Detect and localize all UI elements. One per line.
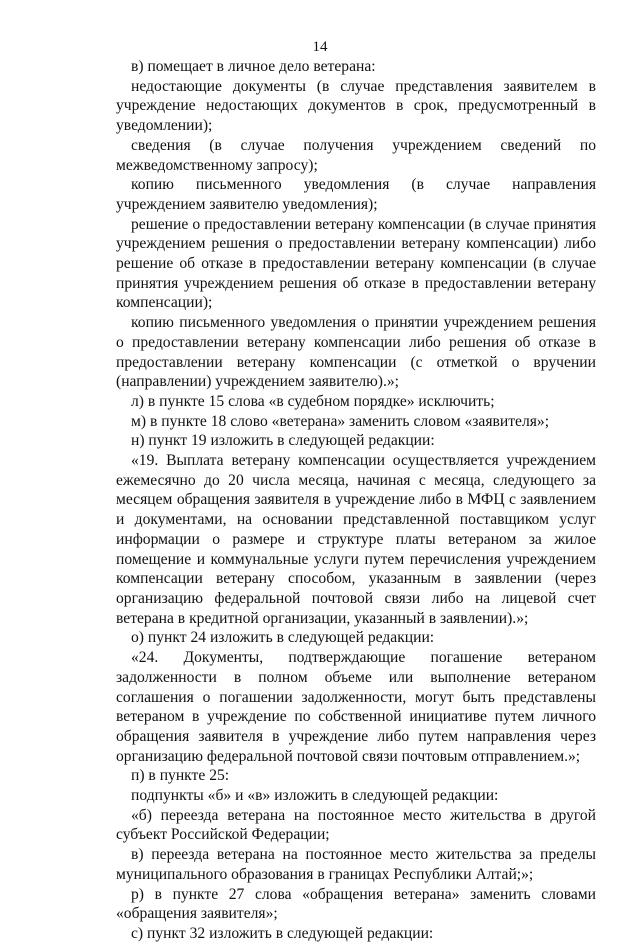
paragraph: в) переезда ветерана на постоянное место жительства за пределы муниципального образования в границах Республики Алтай;»; — [116, 846, 596, 883]
paragraph: недостающие документы (в случае представления заявителем в учреждение недостающих документов в срок, предусмотренный в уведомлении); — [116, 77, 596, 135]
paragraph: решение о предоставлении ветерану компенсации (в случае принятия учреждением решения о предоставлении ветерану компенсации) либо решение об отказе в предоставлении ветерану компенсации (в случае принятия учреждением решения об отказе в предоставлении ветерану компенсации); — [116, 215, 596, 312]
paragraph: копию письменного уведомления (в случае направления учреждением заявителю уведомления); — [116, 176, 596, 213]
paragraph: с) пункт 32 изложить в следующей редакции: — [131, 924, 434, 942]
paragraph: подпункты «б» и «в» изложить в следующей редакции: — [131, 787, 499, 805]
paragraph: о) пункт 24 изложить в следующей редакции: — [131, 629, 435, 647]
paragraph: р) в пункте 27 слова «обращения ветерана» заменить словами «обращения заявителя»; — [116, 885, 596, 923]
paragraph: «б) переезда ветерана на постоянное место жительства в другой субъект Российской Федерации; — [116, 806, 596, 844]
paragraph: н) пункт 19 изложить в следующей редакции: — [131, 432, 435, 450]
paragraph: «19. Выплата ветерану компенсации осуществляется учреждением ежемесячно до 20 числа месяца, начиная с месяца, следующего за месяцем обращения заявителя в учреждение либо в МФЦ с заявлением и документами, на основании представленной поставщиком услуг информации о размере и структуре платы ветераном за жилое помещение и коммунальные услуги путем перечисления учреждением компенсации ветерану способом, указанным в заявлении (через организацию федеральной почтовой связи либо на лицевой счет ветерана в кредитной организации, указанный в заявлении).»; — [116, 452, 596, 627]
paragraph: в) помещает в личное дело ветерана: — [131, 58, 376, 75]
paragraph: сведения (в случае получения учреждением сведений по межведомственному запросу); — [116, 136, 596, 174]
paragraph: л) в пункте 15 слова «в судебном порядке» исключить; — [131, 392, 495, 410]
document-body — [116, 57, 596, 944]
paragraph: п) в пункте 25: — [131, 767, 230, 785]
paragraph: м) в пункте 18 слово «ветерана» заменить словом «заявителя»; — [131, 412, 550, 430]
paragraph: «24. Документы, подтверждающие погашение ветераном задолженности в полном объеме или выполнение ветераном соглашения о погашении задолженности, могут быть представлены ветераном в учреждение по собственной инициативе путем личного обращения заявителя в учреждение либо путем направления через организацию федеральной почтовой связи почтовым отправлением.»; — [116, 649, 596, 765]
paragraph: копию письменного уведомления о принятии учреждением решения о предоставлении ветерану компенсации либо решения об отказе в предоставлении ветерану компенсации (с отметкой о вручении (направлении) учреждением заявителю).»; — [116, 314, 596, 391]
page-number: 14 — [312, 39, 328, 55]
